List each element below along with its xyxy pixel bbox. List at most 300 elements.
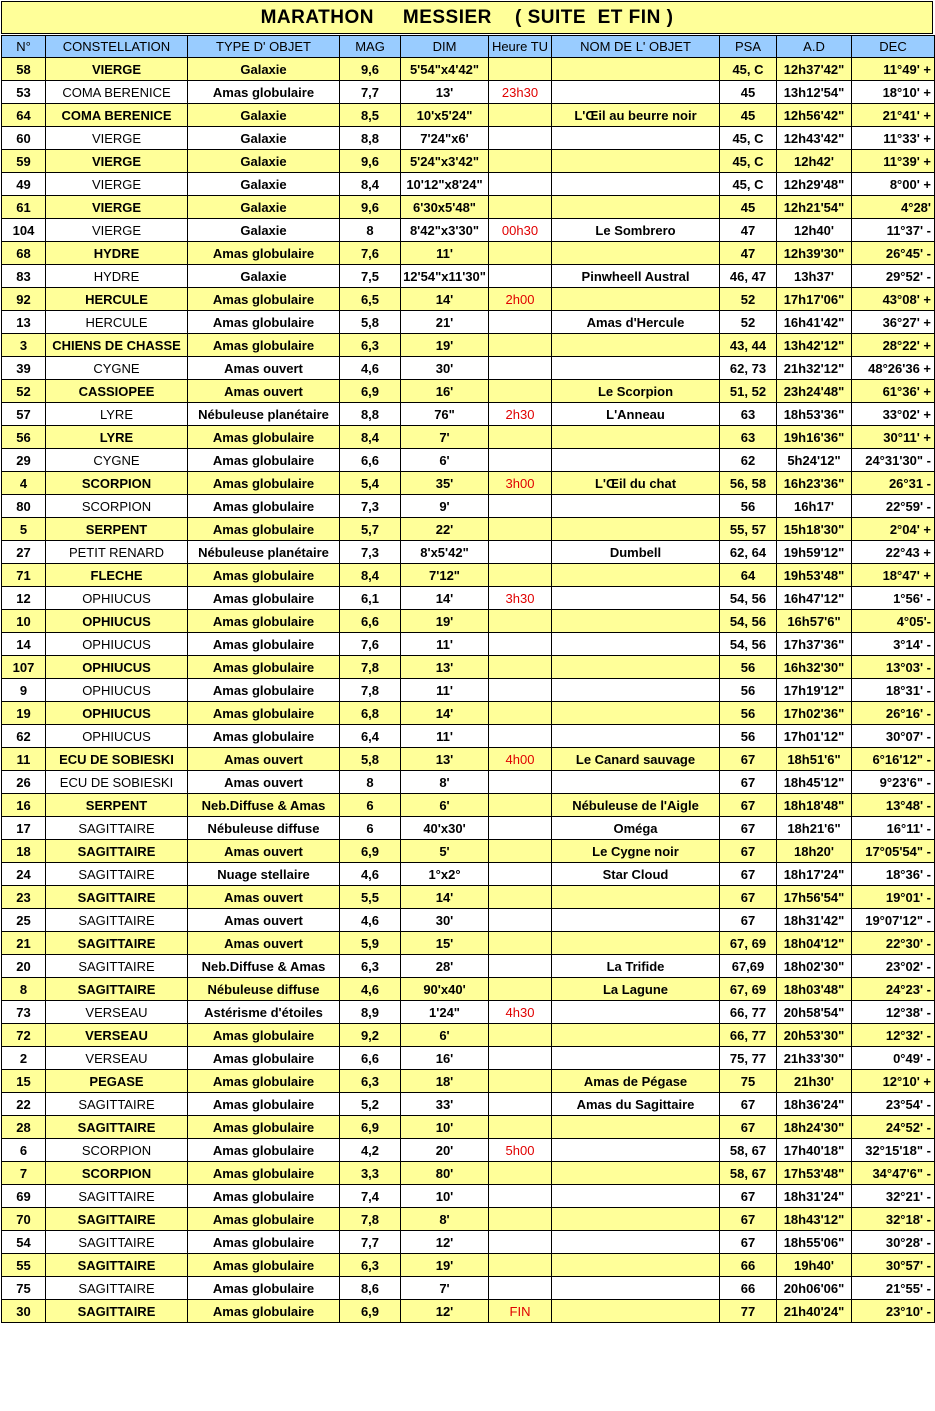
cell-time: [489, 357, 552, 380]
cell-ra: 17h02'36": [777, 702, 852, 725]
cell-dim: 16': [401, 380, 489, 403]
cell-dim: 6': [401, 794, 489, 817]
cell-dim: 12': [401, 1300, 489, 1323]
cell-type: Amas globulaire: [188, 1277, 340, 1300]
cell-constellation: OPHIUCUS: [46, 633, 188, 656]
cell-mag: 6,9: [340, 1116, 401, 1139]
cell-type: Nébuleuse diffuse: [188, 817, 340, 840]
table-row: [2, 1277, 935, 1300]
cell-number: 22: [2, 1093, 46, 1116]
cell-constellation: SAGITTAIRE: [46, 1116, 188, 1139]
cell-constellation: VIERGE: [46, 127, 188, 150]
cell-dim: 33': [401, 1093, 489, 1116]
cell-ra: 17h01'12": [777, 725, 852, 748]
cell-psa: 67: [720, 886, 777, 909]
cell-mag: 5,9: [340, 932, 401, 955]
cell-name: [552, 1254, 720, 1277]
cell-name: [552, 1277, 720, 1300]
cell-psa: 66: [720, 1254, 777, 1277]
cell-name: Amas de Pégase: [552, 1070, 720, 1093]
cell-constellation: ECU DE SOBIESKI: [46, 748, 188, 771]
cell-constellation: VIERGE: [46, 219, 188, 242]
cell-psa: 45, C: [720, 58, 777, 81]
cell-name: [552, 1208, 720, 1231]
table-row: [2, 679, 935, 702]
cell-number: 54: [2, 1231, 46, 1254]
cell-ra: 20h06'06": [777, 1277, 852, 1300]
cell-number: 21: [2, 932, 46, 955]
cell-constellation: SAGITTAIRE: [46, 932, 188, 955]
cell-dim: 6'30x5'48": [401, 196, 489, 219]
cell-mag: 6,5: [340, 288, 401, 311]
cell-mag: 6,3: [340, 1254, 401, 1277]
table-row: [2, 1254, 935, 1277]
cell-time: [489, 725, 552, 748]
cell-time: [489, 932, 552, 955]
table-row: [2, 380, 935, 403]
cell-number: 62: [2, 725, 46, 748]
cell-number: 61: [2, 196, 46, 219]
cell-dim: 35': [401, 472, 489, 495]
cell-ra: 12h29'48": [777, 173, 852, 196]
cell-name: L'Œil au beurre noir: [552, 104, 720, 127]
cell-time: [489, 150, 552, 173]
col-header-name: NOM DE L' OBJET: [552, 36, 720, 58]
cell-number: 92: [2, 288, 46, 311]
cell-name: [552, 357, 720, 380]
cell-ra: 20h58'54": [777, 1001, 852, 1024]
cell-time: [489, 311, 552, 334]
col-header-psa: PSA: [720, 36, 777, 58]
cell-ra: 12h40': [777, 219, 852, 242]
table-row: [2, 403, 935, 426]
cell-type: Amas ouvert: [188, 748, 340, 771]
cell-mag: 5,7: [340, 518, 401, 541]
cell-constellation: OPHIUCUS: [46, 702, 188, 725]
cell-dec: 11°37' -: [852, 219, 935, 242]
cell-dim: 12'54"x11'30": [401, 265, 489, 288]
cell-name: L'Œil du chat: [552, 472, 720, 495]
cell-ra: 21h33'30": [777, 1047, 852, 1070]
cell-ra: 17h40'18": [777, 1139, 852, 1162]
cell-number: 8: [2, 978, 46, 1001]
cell-psa: 67: [720, 1093, 777, 1116]
cell-type: Amas globulaire: [188, 633, 340, 656]
cell-dec: 12°38' -: [852, 1001, 935, 1024]
cell-time: [489, 886, 552, 909]
cell-dim: 10'x5'24": [401, 104, 489, 127]
cell-time: 3h30: [489, 587, 552, 610]
cell-time: [489, 265, 552, 288]
table-row: [2, 1001, 935, 1024]
col-header-mag: MAG: [340, 36, 401, 58]
cell-time: [489, 679, 552, 702]
cell-constellation: SAGITTAIRE: [46, 955, 188, 978]
cell-constellation: SAGITTAIRE: [46, 840, 188, 863]
cell-psa: 66: [720, 1277, 777, 1300]
cell-dec: 6°16'12" -: [852, 748, 935, 771]
table-row: [2, 748, 935, 771]
cell-constellation: LYRE: [46, 426, 188, 449]
cell-psa: 52: [720, 288, 777, 311]
cell-psa: 67: [720, 1185, 777, 1208]
cell-time: [489, 909, 552, 932]
table-row: [2, 1231, 935, 1254]
cell-constellation: SAGITTAIRE: [46, 1277, 188, 1300]
cell-number: 9: [2, 679, 46, 702]
cell-time: [489, 518, 552, 541]
cell-psa: 75, 77: [720, 1047, 777, 1070]
cell-number: 39: [2, 357, 46, 380]
cell-mag: 8: [340, 771, 401, 794]
cell-name: [552, 564, 720, 587]
cell-ra: 21h40'24": [777, 1300, 852, 1323]
cell-dec: 4°05'-: [852, 610, 935, 633]
cell-name: [552, 932, 720, 955]
cell-number: 13: [2, 311, 46, 334]
cell-constellation: SAGITTAIRE: [46, 1208, 188, 1231]
cell-type: Amas globulaire: [188, 1254, 340, 1277]
cell-psa: 47: [720, 242, 777, 265]
col-header-number: N°: [2, 36, 46, 58]
cell-dec: 16°11' -: [852, 817, 935, 840]
cell-mag: 6,4: [340, 725, 401, 748]
cell-psa: 47: [720, 219, 777, 242]
cell-name: [552, 1047, 720, 1070]
cell-psa: 67: [720, 794, 777, 817]
cell-type: Amas globulaire: [188, 81, 340, 104]
cell-time: [489, 1277, 552, 1300]
cell-dim: 10': [401, 1185, 489, 1208]
cell-type: Amas globulaire: [188, 702, 340, 725]
cell-ra: 19h40': [777, 1254, 852, 1277]
cell-mag: 7,8: [340, 679, 401, 702]
cell-mag: 5,8: [340, 748, 401, 771]
cell-psa: 43, 44: [720, 334, 777, 357]
table-row: [2, 1162, 935, 1185]
cell-constellation: VERSEAU: [46, 1047, 188, 1070]
cell-name: [552, 1300, 720, 1323]
cell-dec: 30°07' -: [852, 725, 935, 748]
cell-constellation: CYGNE: [46, 357, 188, 380]
col-header-dim: DIM: [401, 36, 489, 58]
page-title: MARATHON MESSIER ( SUITE ET FIN ): [260, 6, 674, 28]
cell-time: [489, 104, 552, 127]
cell-psa: 45, C: [720, 173, 777, 196]
cell-dim: 6': [401, 1024, 489, 1047]
table-row: [2, 150, 935, 173]
cell-dim: 76": [401, 403, 489, 426]
cell-number: 28: [2, 1116, 46, 1139]
cell-type: Amas globulaire: [188, 1093, 340, 1116]
cell-time: [489, 656, 552, 679]
cell-ra: 19h16'36": [777, 426, 852, 449]
cell-ra: 12h42': [777, 150, 852, 173]
cell-time: [489, 1208, 552, 1231]
cell-type: Amas globulaire: [188, 1024, 340, 1047]
cell-name: [552, 587, 720, 610]
cell-type: Nébuleuse planétaire: [188, 541, 340, 564]
cell-dim: 10': [401, 1116, 489, 1139]
cell-dim: 21': [401, 311, 489, 334]
cell-psa: 67: [720, 1116, 777, 1139]
cell-ra: 12h37'42": [777, 58, 852, 81]
cell-type: Nébuleuse planétaire: [188, 403, 340, 426]
cell-number: 29: [2, 449, 46, 472]
cell-dim: 5'24"x3'42": [401, 150, 489, 173]
cell-time: [489, 127, 552, 150]
cell-name: [552, 656, 720, 679]
cell-ra: 16h47'12": [777, 587, 852, 610]
cell-name: [552, 288, 720, 311]
cell-dim: 16': [401, 1047, 489, 1070]
cell-constellation: VIERGE: [46, 196, 188, 219]
cell-dim: 1'24": [401, 1001, 489, 1024]
cell-dim: 90'x40': [401, 978, 489, 1001]
cell-type: Amas globulaire: [188, 242, 340, 265]
cell-mag: 5,5: [340, 886, 401, 909]
cell-time: [489, 955, 552, 978]
table-row: [2, 656, 935, 679]
cell-dim: 7': [401, 426, 489, 449]
cell-type: Galaxie: [188, 127, 340, 150]
cell-ra: 21h30': [777, 1070, 852, 1093]
cell-dim: 8': [401, 771, 489, 794]
cell-number: 57: [2, 403, 46, 426]
cell-dec: 22°59' -: [852, 495, 935, 518]
cell-constellation: SAGITTAIRE: [46, 1231, 188, 1254]
cell-mag: 6,6: [340, 1047, 401, 1070]
cell-type: Amas globulaire: [188, 311, 340, 334]
cell-name: [552, 426, 720, 449]
table-row: [2, 909, 935, 932]
cell-mag: 7,7: [340, 1231, 401, 1254]
cell-time: [489, 426, 552, 449]
cell-time: [489, 564, 552, 587]
cell-time: [489, 58, 552, 81]
cell-dim: 18': [401, 1070, 489, 1093]
cell-name: [552, 495, 720, 518]
cell-name: [552, 1116, 720, 1139]
cell-dec: 28°22' +: [852, 334, 935, 357]
cell-mag: 7,3: [340, 541, 401, 564]
table-row: [2, 518, 935, 541]
cell-dec: 23°10' -: [852, 1300, 935, 1323]
cell-number: 55: [2, 1254, 46, 1277]
cell-psa: 52: [720, 311, 777, 334]
cell-constellation: SAGITTAIRE: [46, 1300, 188, 1323]
table-row: [2, 771, 935, 794]
cell-dim: 11': [401, 679, 489, 702]
cell-dim: 14': [401, 587, 489, 610]
cell-dec: 26°45' -: [852, 242, 935, 265]
cell-dim: 30': [401, 909, 489, 932]
col-header-time: Heure TU: [489, 36, 552, 58]
cell-ra: 17h53'48": [777, 1162, 852, 1185]
cell-ra: 12h39'30": [777, 242, 852, 265]
cell-psa: 46, 47: [720, 265, 777, 288]
col-header-constellation: CONSTELLATION: [46, 36, 188, 58]
cell-dec: 22°43 +: [852, 541, 935, 564]
cell-ra: 18h45'12": [777, 771, 852, 794]
cell-constellation: OPHIUCUS: [46, 725, 188, 748]
table-row: [2, 334, 935, 357]
cell-number: 25: [2, 909, 46, 932]
table-row: [2, 863, 935, 886]
cell-psa: 56: [720, 725, 777, 748]
cell-constellation: SCORPION: [46, 1139, 188, 1162]
cell-name: [552, 150, 720, 173]
cell-constellation: SAGITTAIRE: [46, 978, 188, 1001]
cell-dim: 7'12": [401, 564, 489, 587]
cell-dec: 18°31' -: [852, 679, 935, 702]
cell-mag: 8,9: [340, 1001, 401, 1024]
cell-dim: 9': [401, 495, 489, 518]
table-row: [2, 1185, 935, 1208]
cell-dec: 11°33' +: [852, 127, 935, 150]
cell-type: Amas globulaire: [188, 1231, 340, 1254]
table-row: [2, 541, 935, 564]
cell-ra: 15h18'30": [777, 518, 852, 541]
cell-time: 4h00: [489, 748, 552, 771]
cell-ra: 5h24'12": [777, 449, 852, 472]
table-row: [2, 564, 935, 587]
cell-dec: 19°01' -: [852, 886, 935, 909]
cell-dec: 21°55' -: [852, 1277, 935, 1300]
cell-number: 15: [2, 1070, 46, 1093]
cell-time: [489, 380, 552, 403]
cell-number: 64: [2, 104, 46, 127]
cell-time: 4h30: [489, 1001, 552, 1024]
cell-dec: 30°11' +: [852, 426, 935, 449]
cell-type: Amas globulaire: [188, 1116, 340, 1139]
cell-psa: 67: [720, 817, 777, 840]
cell-type: Amas globulaire: [188, 656, 340, 679]
cell-dec: 21°41' +: [852, 104, 935, 127]
table-row: [2, 725, 935, 748]
cell-ra: 18h24'30": [777, 1116, 852, 1139]
cell-constellation: VIERGE: [46, 173, 188, 196]
cell-ra: 18h21'6": [777, 817, 852, 840]
cell-time: [489, 1116, 552, 1139]
cell-time: [489, 1024, 552, 1047]
cell-type: Amas globulaire: [188, 472, 340, 495]
cell-time: [489, 1185, 552, 1208]
cell-time: [489, 449, 552, 472]
cell-ra: 18h43'12": [777, 1208, 852, 1231]
cell-number: 5: [2, 518, 46, 541]
cell-dim: 8': [401, 1208, 489, 1231]
cell-ra: 18h31'42": [777, 909, 852, 932]
cell-mag: 9,6: [340, 150, 401, 173]
table-row: [2, 978, 935, 1001]
cell-time: [489, 196, 552, 219]
cell-constellation: COMA BERENICE: [46, 81, 188, 104]
cell-constellation: PEGASE: [46, 1070, 188, 1093]
cell-ra: 13h42'12": [777, 334, 852, 357]
cell-dec: 43°08' +: [852, 288, 935, 311]
cell-mag: 4,2: [340, 1139, 401, 1162]
table-row: [2, 1047, 935, 1070]
cell-psa: 67, 69: [720, 978, 777, 1001]
table-row: [2, 219, 935, 242]
cell-mag: 7,6: [340, 633, 401, 656]
cell-dec: 32°15'18" -: [852, 1139, 935, 1162]
cell-dec: 23°02' -: [852, 955, 935, 978]
cell-dec: 24°52' -: [852, 1116, 935, 1139]
cell-number: 75: [2, 1277, 46, 1300]
cell-mag: 7,3: [340, 495, 401, 518]
table-row: [2, 702, 935, 725]
cell-name: Le Sombrero: [552, 219, 720, 242]
cell-type: Nébuleuse diffuse: [188, 978, 340, 1001]
cell-dec: 18°36' -: [852, 863, 935, 886]
cell-number: 14: [2, 633, 46, 656]
table-row: [2, 817, 935, 840]
cell-dec: 33°02' +: [852, 403, 935, 426]
cell-number: 4: [2, 472, 46, 495]
cell-dim: 12': [401, 1231, 489, 1254]
cell-name: Nébuleuse de l'Aigle: [552, 794, 720, 817]
cell-ra: 12h21'54": [777, 196, 852, 219]
cell-number: 26: [2, 771, 46, 794]
cell-number: 17: [2, 817, 46, 840]
cell-dec: 24°31'30" -: [852, 449, 935, 472]
cell-ra: 17h37'36": [777, 633, 852, 656]
cell-psa: 51, 52: [720, 380, 777, 403]
cell-psa: 67: [720, 1208, 777, 1231]
cell-constellation: SAGITTAIRE: [46, 817, 188, 840]
cell-number: 27: [2, 541, 46, 564]
cell-dec: 34°47'6" -: [852, 1162, 935, 1185]
cell-psa: 56: [720, 656, 777, 679]
cell-type: Amas globulaire: [188, 426, 340, 449]
cell-name: [552, 58, 720, 81]
cell-time: [489, 633, 552, 656]
table-row: [2, 610, 935, 633]
cell-time: [489, 242, 552, 265]
cell-dim: 15': [401, 932, 489, 955]
cell-ra: 20h53'30": [777, 1024, 852, 1047]
table-row: [2, 265, 935, 288]
cell-type: Amas globulaire: [188, 587, 340, 610]
cell-dec: 13°48' -: [852, 794, 935, 817]
cell-psa: 67: [720, 748, 777, 771]
cell-time: [489, 702, 552, 725]
cell-number: 60: [2, 127, 46, 150]
cell-dec: 61°36' +: [852, 380, 935, 403]
cell-time: [489, 541, 552, 564]
cell-constellation: SCORPION: [46, 472, 188, 495]
cell-dec: 48°26'36 +: [852, 357, 935, 380]
cell-mag: 9,2: [340, 1024, 401, 1047]
title-bar: [1, 1, 933, 34]
cell-ra: 16h41'42": [777, 311, 852, 334]
cell-time: [489, 794, 552, 817]
cell-type: Amas globulaire: [188, 679, 340, 702]
cell-name: [552, 909, 720, 932]
cell-mag: 6,3: [340, 1070, 401, 1093]
cell-dim: 7': [401, 1277, 489, 1300]
cell-dec: 12°32' -: [852, 1024, 935, 1047]
cell-mag: 7,8: [340, 1208, 401, 1231]
cell-type: Galaxie: [188, 219, 340, 242]
table-row: [2, 288, 935, 311]
cell-number: 3: [2, 334, 46, 357]
table-row: [2, 955, 935, 978]
cell-time: [489, 771, 552, 794]
cell-number: 6: [2, 1139, 46, 1162]
